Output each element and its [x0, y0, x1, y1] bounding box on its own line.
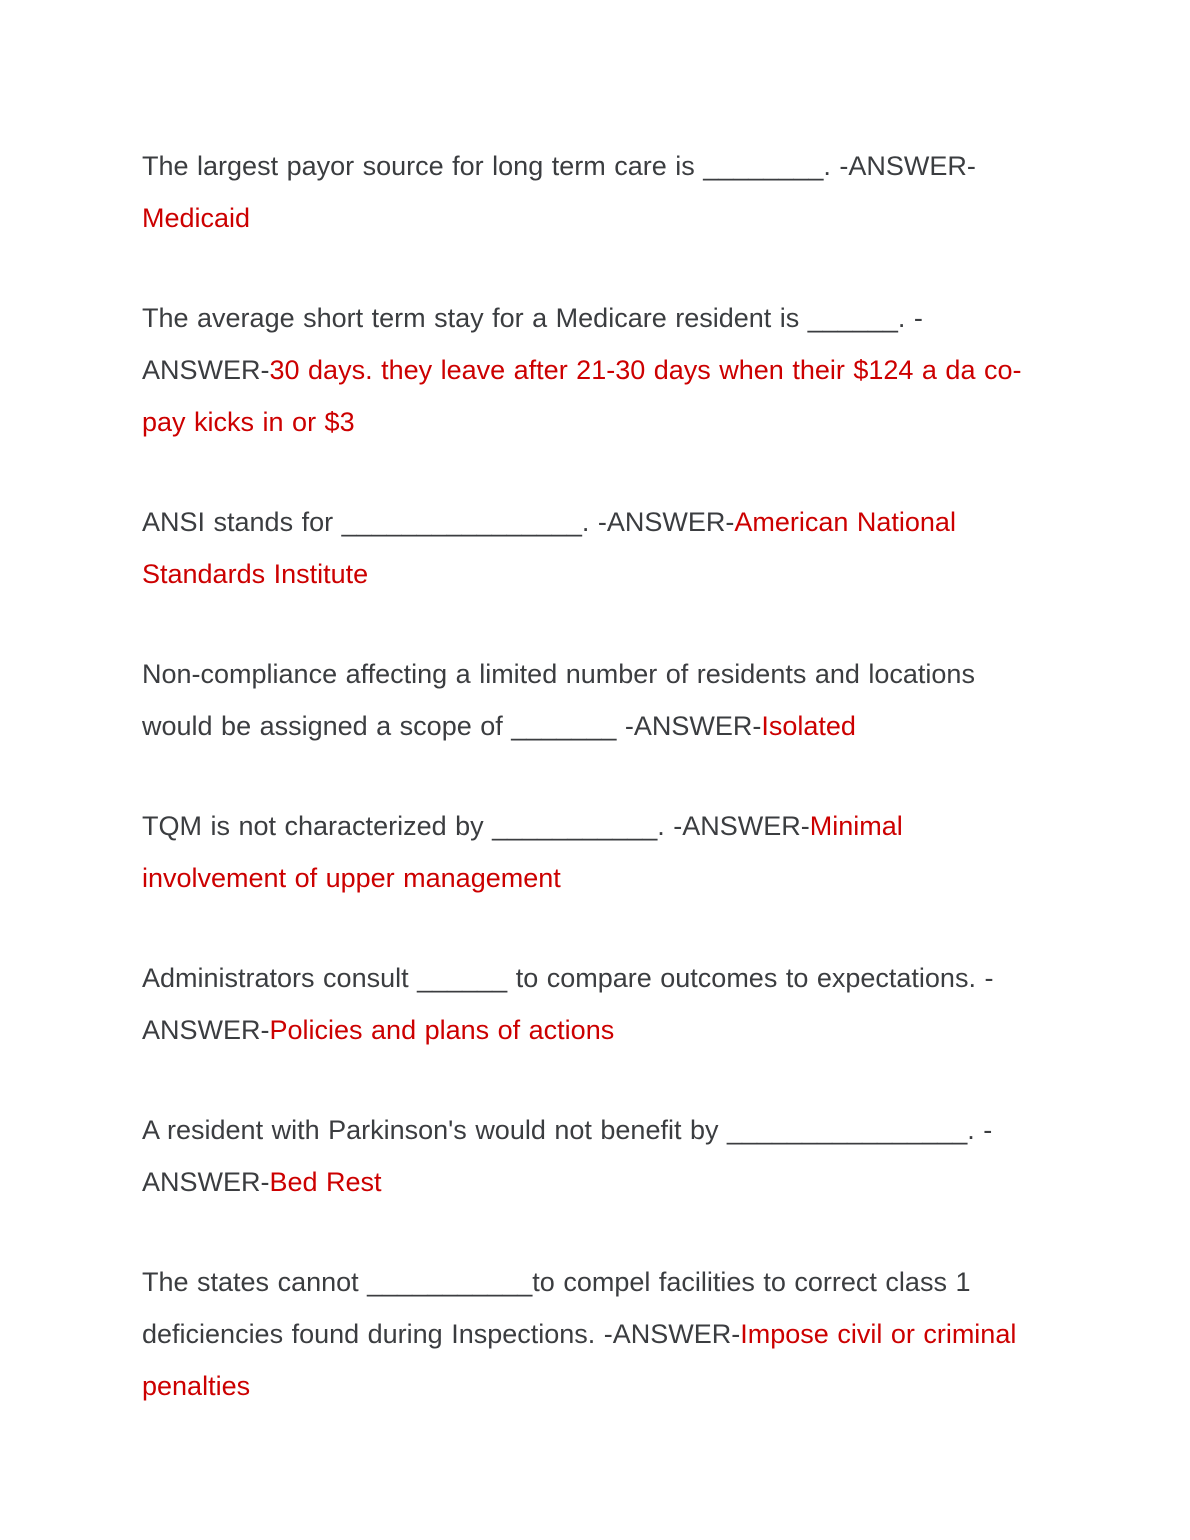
qa-item: [142, 800, 1047, 904]
answer-text: Impose civil or criminal penalties: [142, 1319, 1017, 1401]
qa-item: [142, 648, 1047, 752]
answer-text: American National Standards Institute: [142, 507, 956, 589]
answer-text: Minimal involvement of upper management: [142, 811, 903, 893]
question-text: ANSI stands for ________________. -ANSWER-: [142, 507, 735, 537]
answer-text: Isolated: [761, 711, 856, 741]
answer-text: Bed Rest: [269, 1167, 382, 1197]
answer-text: Policies and plans of actions: [269, 1015, 615, 1045]
answer-text: Medicaid: [142, 203, 251, 233]
question-text: The largest payor source for long term care is ________. -ANSWER-: [142, 151, 976, 181]
qa-item: [142, 952, 1047, 1056]
qa-item: [142, 292, 1047, 448]
question-text: Administrators consult ______ to compare outcomes to expectations. -ANSWER-: [142, 963, 994, 1045]
question-text: Non-compliance affecting a limited number of residents and locations would be assigned a scope of _______ -ANSWER-: [142, 659, 975, 741]
qa-item: [142, 1104, 1047, 1208]
question-text: A resident with Parkinson's would not benefit by ________________. -ANSWER-: [142, 1115, 993, 1197]
qa-list: [142, 140, 1047, 1412]
question-text: TQM is not characterized by ___________. -ANSWER-: [142, 811, 810, 841]
question-text: The average short term stay for a Medicare resident is ______. -ANSWER-: [142, 303, 923, 385]
qa-item: [142, 1256, 1047, 1412]
qa-item: [142, 140, 1047, 244]
qa-item: [142, 496, 1047, 600]
question-text: The states cannot ___________to compel facilities to correct class 1 deficiencies found during Inspections. -ANSWER-: [142, 1267, 971, 1349]
answer-text: 30 days. they leave after 21-30 days when their $124 a da co-pay kicks in or $3: [142, 355, 1022, 437]
